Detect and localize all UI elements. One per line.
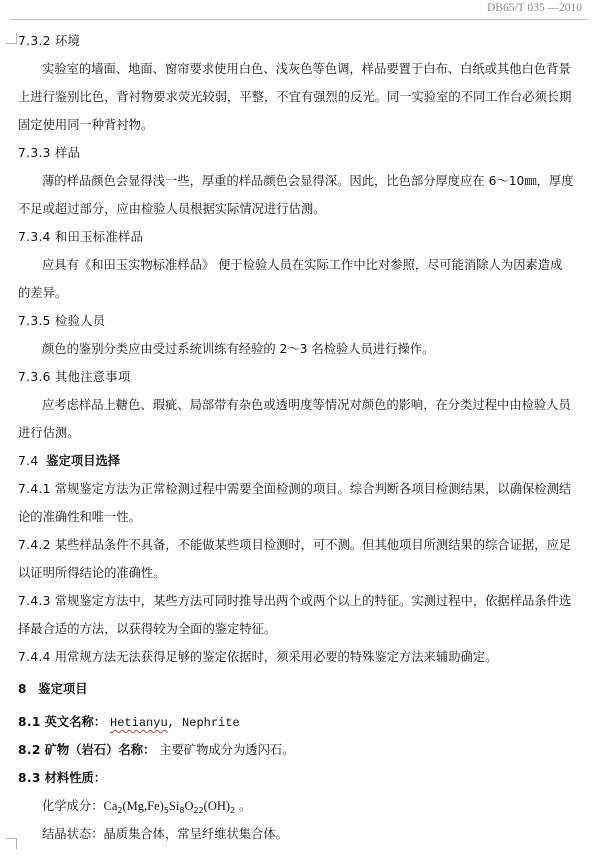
clause-text: 常规鉴定方法中，某些方法可同时推导出两个或两个以上的特征。实测过程中，依据样品条件选	[54, 594, 572, 608]
heading-7-4	[0, 450, 598, 472]
heading-8	[0, 678, 598, 700]
clause-8-3	[0, 767, 598, 789]
chem-si-subscript: 8	[179, 806, 185, 815]
chem-oh-subscript: 2	[230, 806, 236, 815]
chem-o: O	[184, 799, 194, 813]
paragraph-line: 择最合适的方法，以获得较为全面的鉴定特征。	[18, 622, 277, 636]
paragraph-line: 实验室的墙面、地面、窗帘要求使用白色、浅灰色等色调，样品要置于白布、白纸或其他白色背景	[42, 62, 571, 76]
section-title: 鉴定项目选择	[46, 454, 121, 468]
chem-mgfe-subscript: 5	[163, 806, 169, 815]
paragraph-line: 论的准确性和唯一性。	[18, 510, 141, 524]
chem-o-subscript: 22	[193, 806, 204, 815]
paragraph-line: 应考虑样品上糖色、瑕疵、局部带有杂色或透明度等情况对颜色的影响，在分类过程中由检验人员	[42, 398, 571, 412]
paragraph-line: 以证明所得结论的准确性。	[18, 566, 166, 580]
clause-text: 常规鉴定方法为正常检测过程中需要全面检测的项目。综合判断各项目检测结果，以确保检测结	[54, 482, 572, 496]
clause-text: 用常规方法无法获得足够的鉴定依据时，须采用必要的特殊鉴定方法来辅助确定。	[54, 650, 498, 664]
clause-number: 8.2	[18, 743, 41, 757]
paragraph-line: 固定使用同一种背衬物。	[18, 118, 154, 132]
section-number: 7.4	[18, 454, 39, 468]
paragraph-line: 的差异。	[18, 286, 68, 300]
heading-7-3-5: 7.3.5 检验人员	[18, 314, 106, 328]
clause-number: 7.4.1	[18, 482, 51, 496]
paragraph-line: 薄的样品颜色会显得浅一些，厚重的样品颜色会显得深。因此，比色部分厚度应在 6～10㎜，厚度	[42, 174, 574, 188]
clause-number: 7.4.2	[18, 538, 51, 552]
clause-7-4-1	[0, 478, 598, 500]
clause-7-4-4	[0, 646, 598, 668]
heading-7-3-2: 7.3.2 环境	[18, 34, 81, 48]
clause-label: 英文名称：	[44, 715, 107, 729]
clause-label: 材料性质：	[44, 771, 107, 785]
chem-end: 。	[235, 799, 252, 813]
chem-si: Si	[168, 799, 180, 813]
clause-7-4-3	[0, 590, 598, 612]
chemical-composition	[0, 795, 598, 817]
heading-7-3-6: 7.3.6 其他注意事项	[18, 370, 131, 384]
clause-text: 主要矿物成分为透闪石。	[155, 743, 295, 757]
paragraph-line: 不足或超过部分，应由检验人员根据实际情况进行估测。	[18, 202, 326, 216]
clause-number: 7.4.4	[18, 650, 51, 664]
crystal-state: 结晶状态：晶质集合体，常呈纤维状集合体。	[42, 827, 288, 841]
clause-8-2	[0, 739, 598, 761]
heading-7-3-4: 7.3.4 和田玉标准样品	[18, 230, 144, 244]
chem-oh: (OH)	[203, 799, 231, 813]
clause-number: 8.3	[18, 771, 41, 785]
standard-number: DB65/T 035 —2010	[487, 2, 582, 14]
chem-mgfe: (Mg,Fe)	[122, 799, 164, 813]
chemical-label: 化学成分：	[42, 799, 104, 813]
chem-ca: Ca	[103, 799, 118, 813]
english-name-rest: , Nephrite	[167, 716, 240, 730]
paragraph-line: 应具有《和田玉实物标准样品》 便于检验人员在实际工作中比对参照，尽可能消除人为因素造成	[42, 258, 563, 272]
paragraph-line: 上进行鉴别比色，背衬物要求荧光较弱，平整，不宜有强烈的反光。同一实验室的不同工作台必须长期	[18, 90, 572, 104]
clause-number: 8.1	[18, 715, 41, 729]
clause-8-1	[0, 711, 598, 733]
english-name-spellcheck-word: Hetianyu	[110, 716, 168, 730]
heading-7-3-3: 7.3.3 样品	[18, 146, 81, 160]
clause-label: 矿物（岩石）名称：	[44, 743, 156, 757]
clause-7-4-2	[0, 534, 598, 556]
paragraph-line: 颜色的鉴别分类应由受过系统训练有经验的 2～3 名检验人员进行操作。	[42, 342, 435, 356]
chem-ca-subscript: 2	[117, 806, 123, 815]
paragraph-line: 进行估测。	[18, 426, 80, 440]
clause-text: 某些样品条件不具备，不能做某些项目检测时，可不测。但其他项目所测结果的综合证据，应足	[54, 538, 572, 552]
section-number: 8	[18, 682, 27, 696]
clause-number: 7.4.3	[18, 594, 51, 608]
section-title: 鉴定项目	[38, 682, 88, 696]
